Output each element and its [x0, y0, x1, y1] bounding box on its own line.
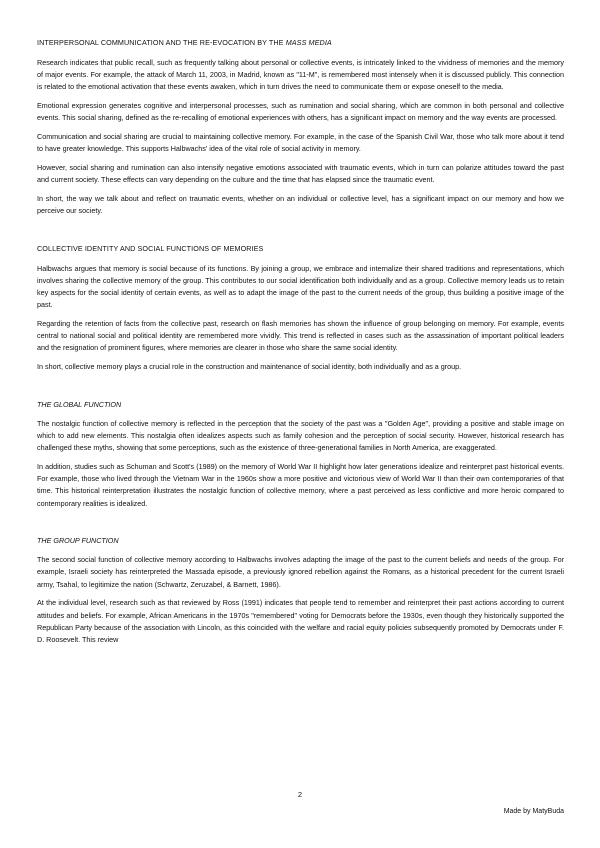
paragraph: The second social function of collective memory according to Halbwachs involves adapting the image of the past to the current beliefs and needs of the group. For example, Israeli society has reinterpreted the Massada episode, a previously ignored rebellion against the Romans, as a historical precedent for the current Israeli army, Tsahal, to legitimize the nation (Schwartz, Zeruzabel, & Barnett, 1986). [37, 555, 564, 589]
paragraph: Halbwachs argues that memory is social because of its functions. By joining a group, we embrace and internalize their shared traditions and representations, which involves sharing the collective memory of the group. This contributes to our social identification both individually and as a group. Collective memory leads us to retain key aspects for the social identity of certain events, as well as to adapt the image of the past to the current needs of the group, thus building a positive image of the past. [37, 263, 564, 310]
subsection-heading: THE GROUP FUNCTION [37, 536, 119, 546]
paragraph: The nostalgic function of collective memory is reflected in the perception that the society of the past was a "Golden Age", providing a positive and stable image on which to add new elements. This nostalgia often idealizes aspects such as family cohesion and the perception of social security. However, historical research has challenged these myths, showing that some perceptions, such as the existence of three-generational families in North America, are exaggerated. [37, 418, 564, 453]
subsection-heading: THE GLOBAL FUNCTION [37, 399, 122, 409]
author-credit: Made by MatyBuda [503, 808, 564, 815]
paragraph: Communication and social sharing are crucial to maintaining collective memory. For example, in the case of the Spanish Civil War, those who talk more about it tend to have greater knowledge. This supports Halbwachs' idea of the vital role of social activity in memory. [37, 132, 564, 154]
paragraph: However, social sharing and rumination can also intensify negative emotions associated with traumatic events, which in turn can polarize attitudes toward the past and current society. These effects can vary depending on the culture and the time that has elapsed since the traumatic event. [37, 162, 564, 185]
paragraph: In short, collective memory plays a crucial role in the construction and maintenance of social identity, both individually and as a group. [37, 362, 462, 372]
document-page [37, 38, 564, 653]
page-number: 2 [297, 790, 303, 799]
paragraph: At the individual level, research such as that reviewed by Ross (1991) indicates that people tend to remember and reinterpret their past actions according to current attitudes and beliefs. For example, African Americans in the 1970s "remembered" voting for Democrats before the 1930s, even though they historically supported the Republican Party because of the association with Lincoln, as this coincided with the welfare and racial equity policies subsequently promoted by Democrats under F. D. Roosevelt. This review [37, 598, 564, 644]
paragraph: Emotional expression generates cognitive and interpersonal processes, such as rumination and social sharing, which are common in both personal and collective events. This social sharing, defined as the re-recalling of emotional experiences with others, has a significant impact on memory and the way events are processed. [37, 101, 564, 123]
section-heading: INTERPERSONAL COMMUNICATION AND THE RE-EVOCATION BY THE MASS MEDIA [37, 38, 332, 47]
paragraph: In short, the way we talk about and reflect on traumatic events, whether on an individual or collective level, has a significant impact on our memory and how we perceive our society. [37, 193, 564, 216]
paragraph: In addition, studies such as Schuman and Scott's (1989) on the memory of World War II highlight how later generations idealize and reinterpret past historical events. For example, those who lived through the Vietnam War in the 1960s show a more positive and victorious view of World War II than their own contemporaries of that time. This historical reinterpretation illustrates the nostalgic function of collective memory, where a past perceived as less conflictive and more heroic compared to contemporary realities is idealized. [37, 461, 564, 508]
section-heading: COLLECTIVE IDENTITY AND SOCIAL FUNCTIONS OF MEMORIES [37, 243, 264, 253]
paragraph: Research indicates that public recall, such as frequently talking about personal or collective events, is intricately linked to the vividness of memories and the memory of major events. For example, the attack of March 11, 2003, in Madrid, known as "11-M", is remembered most intensely when it is discussed publicly. This connection is related to the emotional activation that these events awaken, which in turn drives the need to communicate them or expose oneself to the media. [37, 58, 564, 92]
paragraph: Regarding the retention of facts from the collective past, research on flash memories has shown the influence of group belonging on memory. For example, events central to national social and political identity are remembered more vividly. This trend is reflected in cases such as the assassination of important political leaders and the resignation of prominent figures, where memories are clearer in those who share the same social identity. [37, 319, 564, 353]
